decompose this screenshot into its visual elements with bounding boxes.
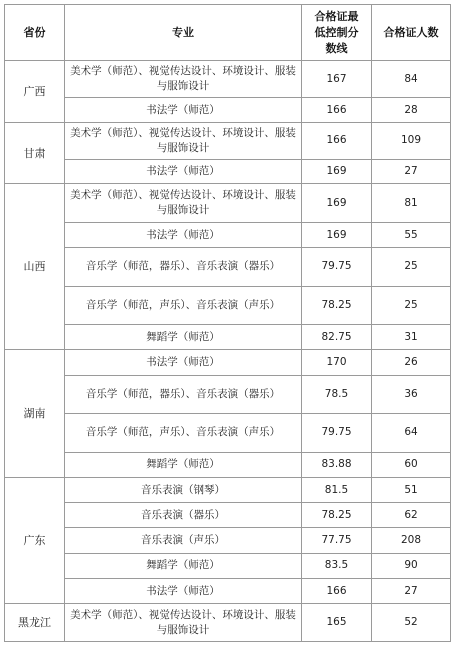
major-cell: 舞蹈学（师范）: [65, 325, 302, 350]
major-cell: 音乐学（师范，器乐）、音乐表演（器乐）: [65, 248, 302, 286]
table-row: [5, 184, 451, 222]
score-cell: 83.88: [302, 452, 372, 477]
major-cell: 音乐学（师范，声乐）、音乐表演（声乐）: [65, 286, 302, 324]
score-cell: 169: [302, 222, 372, 247]
score-cell: 79.75: [302, 248, 372, 286]
major-cell: 音乐学（师范，声乐）、音乐表演（声乐）: [65, 414, 302, 452]
score-cell: 79.75: [302, 414, 372, 452]
count-cell: 84: [372, 61, 451, 98]
count-cell: 36: [372, 375, 451, 413]
score-cell: 77.75: [302, 528, 372, 553]
score-cell: 78.5: [302, 375, 372, 413]
count-cell: 64: [372, 414, 451, 452]
major-cell: 书法学（师范）: [65, 350, 302, 375]
score-cell: 82.75: [302, 325, 372, 350]
count-cell: 26: [372, 350, 451, 375]
score-cell: 165: [302, 604, 372, 642]
table-row: [5, 222, 451, 247]
score-cell: 83.5: [302, 553, 372, 578]
count-cell: 51: [372, 477, 451, 502]
count-cell: 81: [372, 184, 451, 222]
score-cell: 167: [302, 61, 372, 98]
major-cell: 书法学（师范）: [65, 222, 302, 247]
major-cell: 舞蹈学（师范）: [65, 553, 302, 578]
header-major: 专业: [65, 5, 302, 61]
count-cell: 25: [372, 248, 451, 286]
table-row: [5, 248, 451, 286]
score-cell: 166: [302, 579, 372, 604]
score-cell: 78.25: [302, 286, 372, 324]
table-row: [5, 61, 451, 98]
table-row: [5, 286, 451, 324]
score-cell: 166: [302, 122, 372, 159]
major-cell: 书法学（师范）: [65, 579, 302, 604]
count-cell: 27: [372, 579, 451, 604]
score-cell: 81.5: [302, 477, 372, 502]
score-table-container: [4, 4, 450, 642]
table-row: [5, 98, 451, 122]
province-cell: 广东: [5, 477, 65, 603]
table-row: [5, 375, 451, 413]
province-cell: 湖南: [5, 350, 65, 478]
count-cell: 62: [372, 503, 451, 528]
table-row: [5, 122, 451, 159]
count-cell: 27: [372, 160, 451, 184]
table-row: [5, 528, 451, 553]
table-row: [5, 452, 451, 477]
table-row: [5, 477, 451, 502]
table-row: [5, 503, 451, 528]
table-row: [5, 160, 451, 184]
major-cell: 美术学（师范）、视觉传达设计、环境设计、服装与服饰设计: [65, 184, 302, 222]
count-cell: 52: [372, 604, 451, 642]
major-cell: 音乐学（师范，器乐）、音乐表演（器乐）: [65, 375, 302, 413]
table-row: [5, 604, 451, 642]
count-cell: 55: [372, 222, 451, 247]
table-row: [5, 414, 451, 452]
count-cell: 28: [372, 98, 451, 122]
score-cell: 169: [302, 160, 372, 184]
count-cell: 208: [372, 528, 451, 553]
table-row: [5, 579, 451, 604]
score-cell: 170: [302, 350, 372, 375]
province-cell: 山西: [5, 184, 65, 350]
header-count: 合格证人数: [372, 5, 451, 61]
count-cell: 31: [372, 325, 451, 350]
province-cell: 甘肃: [5, 122, 65, 184]
major-cell: 书法学（师范）: [65, 98, 302, 122]
major-cell: 书法学（师范）: [65, 160, 302, 184]
count-cell: 90: [372, 553, 451, 578]
table-header-row: [5, 5, 451, 61]
table-row: [5, 325, 451, 350]
score-cell: 78.25: [302, 503, 372, 528]
score-table: [4, 4, 451, 642]
province-cell: 黑龙江: [5, 604, 65, 642]
major-cell: 舞蹈学（师范）: [65, 452, 302, 477]
major-cell: 音乐表演（钢琴）: [65, 477, 302, 502]
major-cell: 美术学（师范）、视觉传达设计、环境设计、服装与服饰设计: [65, 604, 302, 642]
header-province: 省份: [5, 5, 65, 61]
score-cell: 166: [302, 98, 372, 122]
major-cell: 美术学（师范）、视觉传达设计、环境设计、服装与服饰设计: [65, 122, 302, 159]
count-cell: 60: [372, 452, 451, 477]
count-cell: 25: [372, 286, 451, 324]
major-cell: 音乐表演（声乐）: [65, 528, 302, 553]
score-cell: 169: [302, 184, 372, 222]
province-cell: 广西: [5, 61, 65, 123]
table-row: [5, 553, 451, 578]
header-min-score: 合格证最低控制分数线: [302, 5, 372, 61]
major-cell: 音乐表演（器乐）: [65, 503, 302, 528]
table-row: [5, 350, 451, 375]
major-cell: 美术学（师范）、视觉传达设计、环境设计、服装与服饰设计: [65, 61, 302, 98]
count-cell: 109: [372, 122, 451, 159]
